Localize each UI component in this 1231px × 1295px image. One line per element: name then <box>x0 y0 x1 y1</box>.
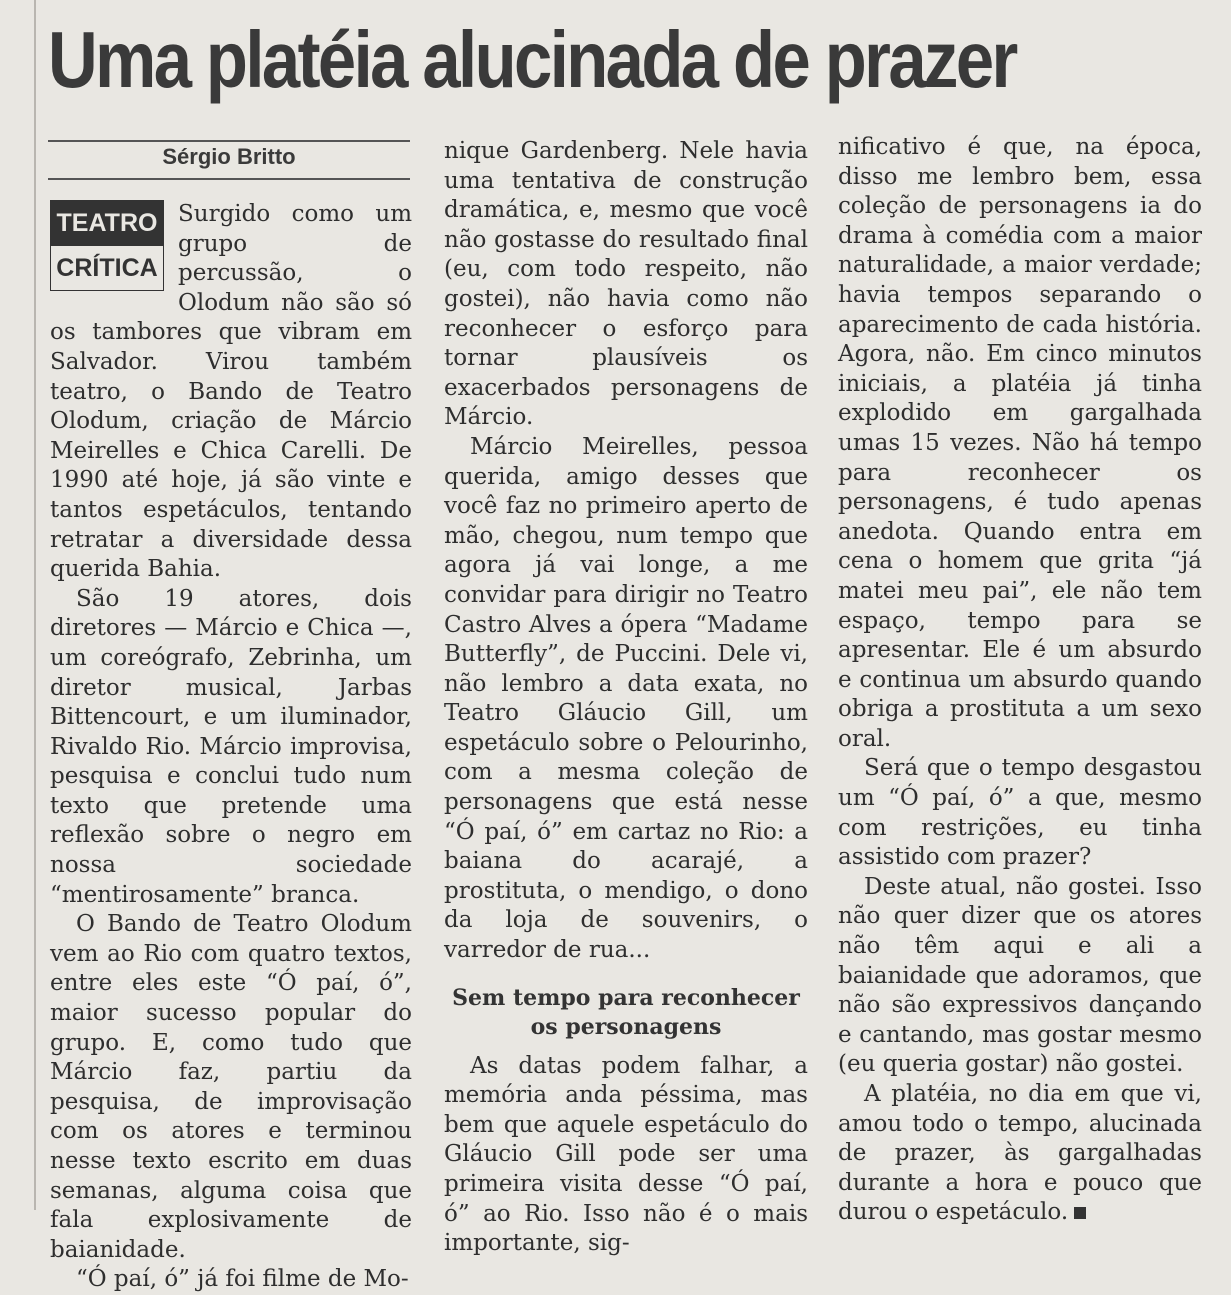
subheading: Sem tempo para reconhecer os personagens <box>452 984 800 1040</box>
paragraph-last <box>838 1080 1202 1228</box>
paragraph: O Bando de Teatro Olodum vem ao Rio com quatro textos, entre eles este “Ó paí, ó”, maior sucesso popular do grupo. E, como tudo que Márcio faz, partiu da pesquisa, de improvisação com os atores e terminou nesse texto escrito em duas semanas, alguma coisa que fala explosivamente de baianidade. <box>50 911 412 1263</box>
paragraph: nique Gardenberg. Nele havia uma tentativa de construção dramática, e, mesmo que você não gostasse do resultado final (eu, com todo respeito, não gostei), não havia como não reconhecer o esforço para tornar plausíveis os exacerbados personagens de Márcio. <box>444 138 808 431</box>
byline: Sérgio Britto <box>162 144 296 169</box>
column-1 <box>50 200 412 1295</box>
section-tag <box>50 200 164 291</box>
page-edge <box>34 0 36 1210</box>
paragraph: nificativo é que, na época, disso me lembro bem, essa coleção de personagens ia do drama à comédia com a maior naturalidade, a maior verdade; havia tempos separando o aparecimento de cada história. Agora, não. Em cinco minutos iniciais, a platéia já tinha explodido em gargalhada umas 15 vezes. Não há tempo para reconhecer os personagens, é tudo apenas anedota. Quando entra em cena o homem que grita “já matei meu pai”, ele não tem espaço, tempo para se apresentar. Ele é um absurdo e continua um absurdo quando obriga a prostituta a um sexo oral. <box>838 134 1202 752</box>
paragraph: As datas podem falhar, a memória anda péssima, mas bem que aquele espetáculo do Gláucio Gill pode ser uma primeira visita desse “Ó paí, ó” ao Rio. Isso não é o mais importante, sig- <box>444 1052 808 1257</box>
paragraph: Márcio Meirelles, pessoa querida, amigo desses que você faz no primeiro aperto de mão, chegou, num tempo que agora já vai longe, a me convidar para dirigir no Teatro Castro Alves a ópera “Madame Butterfly”, de Puccini. Dele vi, não lembro a data exata, no Teatro Gláucio Gill, um espetáculo sobre o Pelourinho, com a mesma coleção de personagens que está nesse “Ó paí, ó” em cartaz no Rio: a baiana do acarajé, a prostituta, o mendigo, o dono da loja de souvenirs, o varredor de rua... <box>444 433 808 964</box>
section-tag-bottom: CRÍTICA <box>51 245 163 290</box>
headline: Uma platéia alucinada de prazer <box>48 15 1016 104</box>
column-2 <box>444 137 808 1259</box>
paragraph: São 19 atores, dois diretores — Márcio e Chica —, um coreógrafo, Zebrinha, um diretor musical, Jarbas Bittencourt, e um iluminador, Rivaldo Rio. Márcio improvisa, pesquisa e conclui tudo num texto que pretende uma reflexão sobre o negro em nossa sociedade “mentirosamente” branca. <box>50 585 412 908</box>
section-tag-top: TEATRO <box>51 201 163 245</box>
paragraph: Deste atual, não gostei. Isso não quer dizer que os atores não têm aqui e ali a baianidade que adoramos, que não são expressivos dançando e cantando, mas gostar mesmo (eu queria gostar) não gostei. <box>838 873 1202 1078</box>
byline-top-rule <box>48 140 410 142</box>
paragraph: Será que o tempo desgastou um “Ó paí, ó” a que, mesmo com restrições, eu tinha assistido com prazer? <box>838 755 1202 871</box>
end-of-article-mark <box>1074 1207 1086 1219</box>
column-3 <box>838 133 1202 1228</box>
paragraph-text: A platéia, no dia em que vi, amou todo o tempo, alucinada de prazer, às gargalhadas durante a hora e pouco que durou o espetáculo. <box>838 1081 1202 1226</box>
paragraph: “Ó paí, ó” já foi filme de Mo- <box>76 1266 409 1293</box>
byline-bottom-rule <box>48 178 410 180</box>
paragraph: Surgido como um grupo de percussão, o Olodum não são só os tambores que vibram em Salvador. Virou também teatro, o Bando de Teatro Olodum, criação de Márcio Meirelles e Chica Carelli. De 1990 até hoje, já são vinte e tantos espetáculos, tentando retratar a diversidade dessa querida Bahia. <box>50 201 412 583</box>
